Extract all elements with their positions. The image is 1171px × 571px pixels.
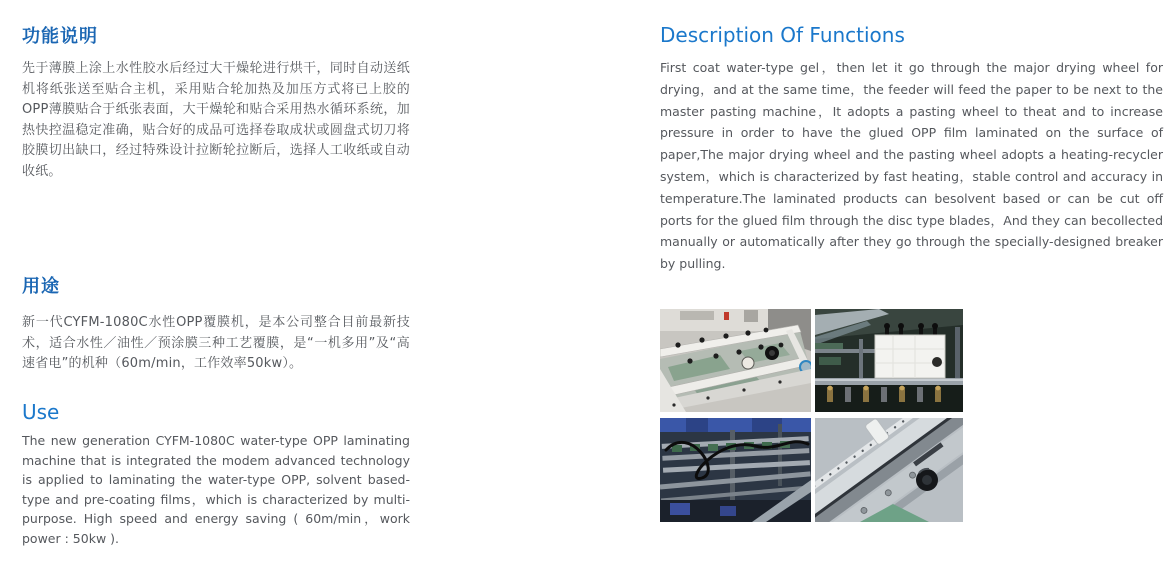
paragraph-description-of-functions: First coat water-type gel，then let it go through the major drying wheel for drying，and at the same time，the feeder will feed the paper to be next to the master pasting machine，It adopts a pasting wheel to theat and to increase pressure in order to have the glued OPP film laminated on the surface of paper,The major drying wheel and the pasting wheel adopts a heating-recycler system，which is characterized by fast heating，stable control and accuracy in temperature.The laminated products can besolvent based or can be cut off ports for the glued film through the disc type blades，And they can becollected manually or automatically after they go through the specially-designed breaker by pulling. bbox=[660, 60, 1163, 272]
section-description-of-functions bbox=[660, 23, 1163, 275]
section-function-description-zh bbox=[22, 26, 410, 182]
paragraph-function-description-zh: 先于薄膜上涂上水性胶水后经过大干燥轮进行烘干，同时自动送纸机将纸张送至贴合主机，采用贴合轮加热及加压方式将已上胶的OPP薄膜贴合于纸张表面，大干燥轮和贴合采用热水循环系统，加热快控温稳定准确，贴合好的成品可选择卷取成状或圆盘式切刀将胶膜切出缺口，经过特殊设计拉断轮拉断后，选择人工收纸或自动收纸。 bbox=[22, 61, 410, 179]
heading-description-of-functions: Description Of Functions bbox=[660, 23, 905, 47]
laminator-feeder-table-photo bbox=[660, 309, 811, 412]
paragraph-use-zh: 新一代CYFM-1080C水性OPP覆膜机，是本公司整合目前最新技术，适合水性／油性／预涂膜三种工艺覆膜，是“一机多用”及“高速省电”的机种（60m/min，工作效率50kw）。 bbox=[22, 315, 410, 371]
laminator-conveyor-frame-photo bbox=[660, 418, 811, 522]
paragraph-use-en: The new generation CYFM-1080C water-type OPP laminating machine that is integrated the modem advanced technology is applied to laminating the water-type OPP, solvent based-type and pre-coating films，which is characterized by multi-purpose. High speed and energy saving ( 60m/min，work power : 50kw ). bbox=[22, 433, 410, 546]
machine-photo-feeder-table bbox=[660, 309, 811, 412]
machine-photo-conveyor-frame bbox=[660, 418, 811, 522]
machine-photo-grid bbox=[660, 309, 963, 522]
section-use-en bbox=[22, 400, 410, 548]
laminator-rail-closeup-photo bbox=[815, 418, 963, 522]
heading-use-zh: 用途 bbox=[22, 276, 60, 297]
section-use-zh bbox=[22, 276, 410, 375]
machine-photo-control-box bbox=[815, 309, 963, 412]
heading-function-description-zh: 功能说明 bbox=[22, 26, 98, 47]
machine-photo-rail-closeup bbox=[815, 418, 963, 522]
laminator-control-box-photo bbox=[815, 309, 963, 412]
heading-use-en: Use bbox=[22, 400, 60, 424]
